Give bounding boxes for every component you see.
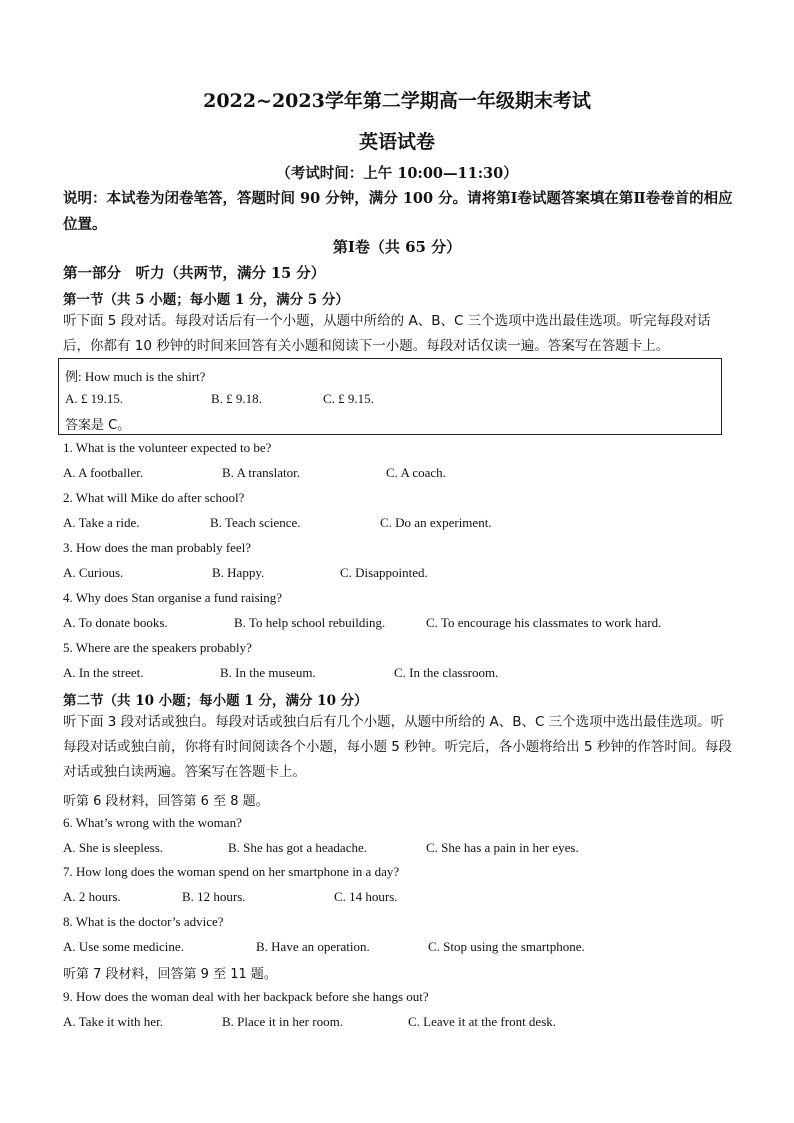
q9-option-c: C. Leave it at the front desk. bbox=[408, 1014, 557, 1029]
question-1: 1. What is the volunteer expected to be? bbox=[63, 440, 272, 455]
q5-option-c: C. In the classroom. bbox=[394, 665, 499, 680]
q6-option-c: C. She has a pain in her eyes. bbox=[426, 840, 579, 855]
question-8: 8. What is the doctor’s advice? bbox=[63, 914, 224, 929]
material-6-note: 听第 6 段材料，回答第 6 至 8 题。 bbox=[63, 794, 269, 809]
example-box bbox=[58, 358, 722, 435]
q5-option-b: B. In the museum. bbox=[220, 665, 316, 680]
q6-option-a: A. She is sleepless. bbox=[63, 840, 164, 855]
question-5: 5. Where are the speakers probably? bbox=[63, 640, 252, 655]
example-question: 例: How much is the shirt? bbox=[65, 369, 206, 384]
question-2: 2. What will Mike do after school? bbox=[63, 490, 245, 505]
question-4: 4. Why does Stan organise a fund raising? bbox=[63, 590, 283, 605]
question-3: 3. How does the man probably feel? bbox=[63, 540, 252, 555]
example-option-a: A. £ 19.15. bbox=[65, 391, 124, 406]
q4-option-c: C. To encourage his classmates to work hard. bbox=[426, 615, 662, 630]
q9-option-b: B. Place it in her room. bbox=[222, 1014, 343, 1029]
example-answer: 答案是 C。 bbox=[65, 418, 131, 433]
question-6: 6. What’s wrong with the woman? bbox=[63, 815, 242, 830]
q3-option-a: A. Curious. bbox=[63, 565, 124, 580]
section-title: 第Ⅰ卷（共 65 分） bbox=[332, 238, 462, 256]
q1-option-c: C. A coach. bbox=[386, 465, 446, 480]
q3-option-c: C. Disappointed. bbox=[340, 565, 428, 580]
q1-option-a: A. A footballer. bbox=[63, 465, 144, 480]
q4-option-b: B. To help school rebuilding. bbox=[234, 615, 386, 630]
q8-option-c: C. Stop using the smartphone. bbox=[428, 939, 585, 954]
question-7: 7. How long does the woman spend on her smartphone in a day? bbox=[63, 864, 400, 879]
q2-option-b: B. Teach science. bbox=[210, 515, 301, 530]
q8-option-b: B. Have an operation. bbox=[256, 939, 370, 954]
q6-option-b: B. She has got a headache. bbox=[228, 840, 367, 855]
exam-instructions: 说明：本试卷为闭卷笔答，答题时间 90 分钟，满分 100 分。请将第Ⅰ卷试题答案填在第Ⅱ卷卷首的相应位置。 bbox=[63, 190, 733, 233]
exam-title: 2022~2023学年第二学期高一年级期末考试 bbox=[203, 90, 591, 112]
q2-option-c: C. Do an experiment. bbox=[380, 515, 492, 530]
q2-option-a: A. Take a ride. bbox=[63, 515, 140, 530]
q8-option-a: A. Use some medicine. bbox=[63, 939, 184, 954]
exam-subtitle: 英语试卷 bbox=[358, 131, 435, 153]
sec1-title: 第一节（共 5 小题；每小题 1 分，满分 5 分） bbox=[63, 292, 349, 308]
q9-option-a: A. Take it with her. bbox=[63, 1014, 163, 1029]
example-option-b: B. £ 9.18. bbox=[211, 391, 262, 406]
part1-title: 第一部分 听力（共两节，满分 15 分） bbox=[63, 265, 326, 282]
example-option-c: C. £ 9.15. bbox=[323, 391, 374, 406]
q5-option-a: A. In the street. bbox=[63, 665, 144, 680]
q7-option-a: A. 2 hours. bbox=[63, 889, 121, 904]
sec1-instruction: 听下面 5 段对话。每段对话后有一个小题，从题中所给的 A、B、C 三个选项中选出最佳选项。听完每段对话后，你都有 10 秒钟的时间来回答有关小题和阅读下一小题。每段对话仅读一遍。答案写在答题卡上。 bbox=[63, 313, 711, 354]
material-7-note: 听第 7 段材料，回答第 9 至 11 题。 bbox=[63, 967, 277, 982]
q3-option-b: B. Happy. bbox=[212, 565, 265, 580]
question-9: 9. How does the woman deal with her backpack before she hangs out? bbox=[63, 989, 429, 1004]
q7-option-b: B. 12 hours. bbox=[182, 889, 246, 904]
q4-option-a: A. To donate books. bbox=[63, 615, 168, 630]
q1-option-b: B. A translator. bbox=[222, 465, 300, 480]
exam-time: （考试时间：上午 10:00—11:30） bbox=[276, 165, 518, 182]
q7-option-c: C. 14 hours. bbox=[334, 889, 398, 904]
sec2-instruction: 听下面 3 段对话或独白。每段对话或独白后有几个小题，从题中所给的 A、B、C 三个选项中选出最佳选项。听每段对话或独白前，你将有时间阅读各个小题，每小题 5 秒钟。听完后，各小题将给出 5 秒钟的作答时间。每段对话或独白读两遍。答案写在答题卡上。 bbox=[63, 714, 732, 780]
sec2-title: 第二节（共 10 小题；每小题 1 分，满分 10 分） bbox=[63, 693, 368, 709]
